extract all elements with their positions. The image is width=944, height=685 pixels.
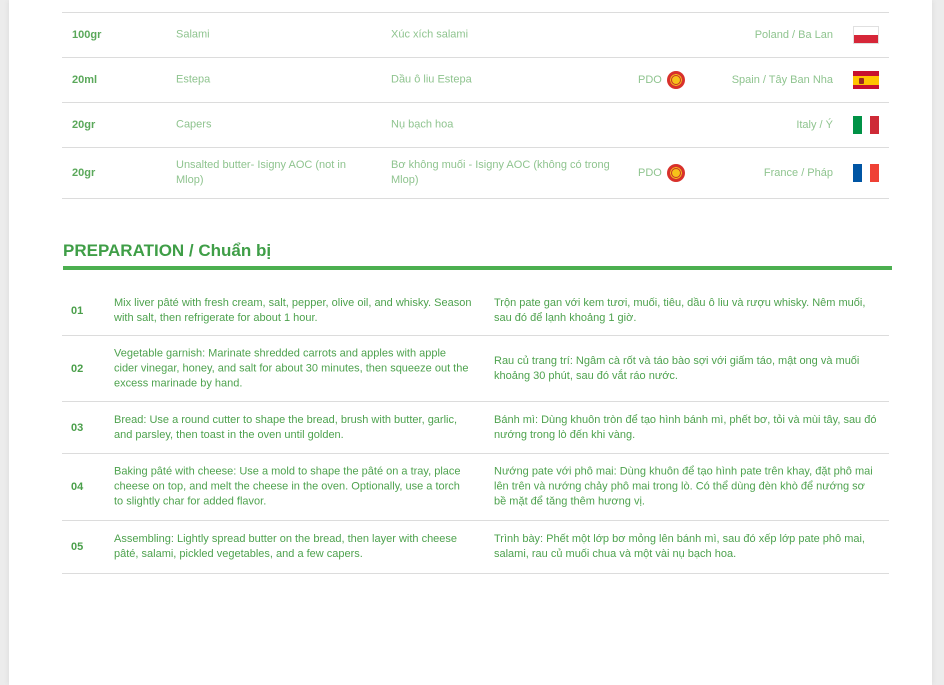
heading-divider	[63, 266, 892, 270]
ingredient-origin: Italy / Ý	[796, 119, 833, 131]
step-number: 05	[71, 541, 84, 553]
ingredient-name-vi: Dầu ô liu Estepa	[391, 73, 472, 86]
step-text-vi: Trộn pate gan với kem tươi, muối, tiêu, dầu ô liu và rượu whisky. Nêm muối, sau đó để lạnh khoảng 1 giờ.	[494, 296, 866, 324]
ingredient-origin: Poland / Ba Lan	[754, 29, 833, 41]
step-text-en: Mix liver pâté with fresh cream, salt, pepper, olive oil, and whisky. Season with salt, then refrigerate for about 1 hour.	[114, 296, 472, 324]
step-number: 02	[71, 362, 84, 375]
ingredient-name-en: Unsalted butter- Isigny AOC (not in Mlop)	[176, 159, 346, 186]
step-row	[62, 286, 889, 336]
step-row	[62, 454, 889, 521]
ingredient-quantity: 20gr	[72, 167, 96, 179]
spain-flag-icon	[853, 71, 879, 89]
ingredient-name-vi: Xúc xích salami	[391, 28, 469, 41]
ingredient-row	[62, 148, 889, 199]
ingredient-row	[62, 103, 889, 148]
step-text-vi: Bánh mì: Dùng khuôn tròn để tạo hình bánh mì, phết bơ, tỏi và mùi tây, sau đó nướng trong lò đến khi vàng.	[494, 413, 877, 441]
ingredient-quantity: 20ml	[72, 74, 98, 86]
pdo-seal-icon	[667, 71, 685, 89]
ingredient-row	[62, 58, 889, 103]
step-row	[62, 336, 889, 402]
preparation-heading: PREPARATION / Chuẩn bị	[63, 241, 272, 260]
ingredient-name-en: Salami	[176, 28, 210, 41]
pdo-label	[638, 71, 685, 89]
step-text-vi: Nướng pate với phô mai: Dùng khuôn để tạo hình pate trên khay, đặt phô mai lên trên và nướng chảy phô mai trong lò. Có thể dùng đèn khò để nướng sơ bề mặt để tăng thêm hương vị.	[494, 465, 873, 508]
pdo-seal-icon	[667, 164, 685, 182]
step-number: 03	[71, 421, 84, 434]
ingredients-table	[62, 12, 889, 199]
step-text-en: Baking pâté with cheese: Use a mold to shape the pâté on a tray, place cheese on top, and melt the cheese in the oven. Optionally, use a torch to slightly char for added flavor.	[114, 465, 461, 508]
step-row	[62, 521, 889, 574]
step-number: 04	[71, 481, 84, 493]
pdo-label	[638, 164, 685, 182]
ingredient-quantity: 20gr	[72, 119, 96, 131]
poland-flag-icon	[853, 26, 879, 44]
ingredient-row	[62, 13, 889, 58]
pdo-text: PDO	[638, 74, 662, 86]
ingredient-name-en: Estepa	[176, 73, 211, 86]
ingredient-origin: Spain / Tây Ban Nha	[731, 74, 833, 86]
recipe-page	[9, 0, 932, 685]
ingredient-name-vi: Bơ không muối - Isigny AOC (không có trong Mlop)	[391, 159, 610, 186]
pdo-text: PDO	[638, 167, 662, 179]
italy-flag-icon	[853, 116, 879, 134]
ingredient-origin: France / Pháp	[763, 167, 833, 179]
step-text-en: Assembling: Lightly spread butter on the bread, then layer with cheese pâté, salami, pickled vegetables, and a few capers.	[114, 533, 458, 560]
step-text-en: Vegetable garnish: Marinate shredded carrots and apples with apple cider vinegar, honey, and salt for about 30 minutes, then squeeze out the excess marinade by hand.	[114, 347, 469, 389]
step-row	[62, 402, 889, 454]
preparation-steps	[62, 286, 889, 574]
ingredient-name-en: Capers	[176, 118, 212, 131]
step-text-en: Bread: Use a round cutter to shape the bread, brush with butter, garlic, and parsley, then toast in the oven until golden.	[114, 413, 458, 441]
step-text-vi: Trình bày: Phết một lớp bơ mỏng lên bánh mì, sau đó xếp lớp pate phô mai, salami, rau củ muối chua và một vài nụ bạch hoa.	[494, 533, 865, 560]
ingredient-name-vi: Nụ bạch hoa	[391, 118, 454, 131]
ingredient-quantity: 100gr	[72, 29, 102, 41]
step-number: 01	[71, 304, 84, 317]
france-flag-icon	[853, 164, 879, 182]
step-text-vi: Rau củ trang trí: Ngâm cà rốt và táo bào sợi với giấm táo, mật ong và muối khoảng 30 phút, sau đó vắt ráo nước.	[494, 354, 860, 382]
